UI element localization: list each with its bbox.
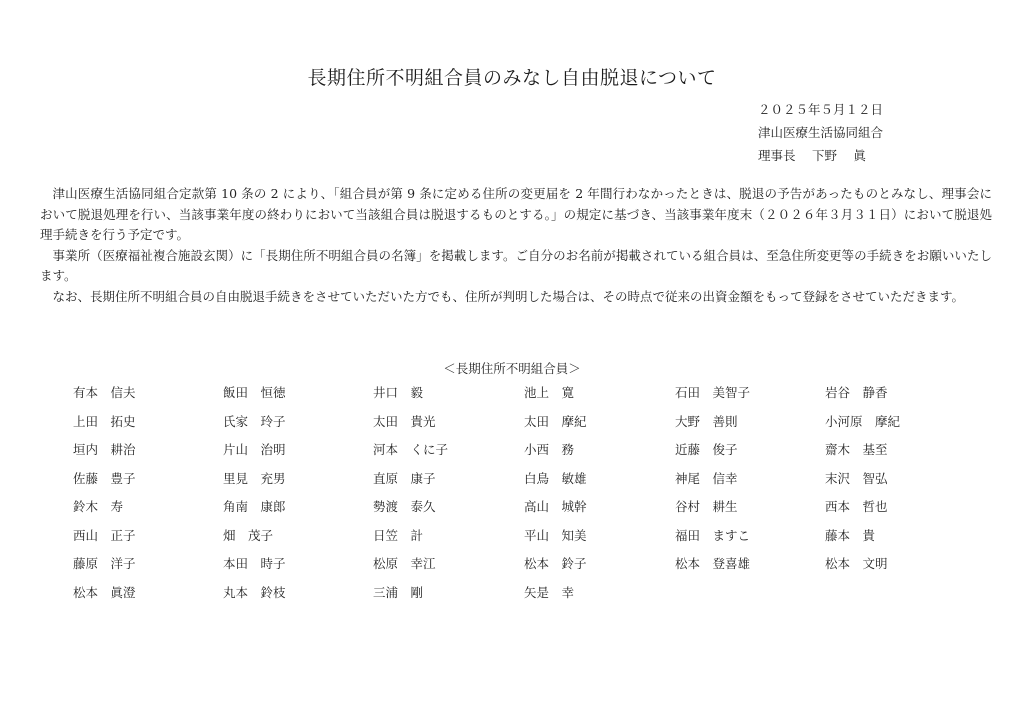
member-name: 小河原 摩紀: [825, 413, 901, 429]
member-name: 大野 善則: [675, 413, 738, 429]
member-name: 片山 治明: [223, 442, 286, 457]
member-name: 太田 摩紀: [524, 413, 587, 429]
member-name: 河本 くに子: [373, 442, 449, 457]
member-name: 勢渡 泰久: [373, 499, 436, 514]
member-name: 末沢 智弘: [825, 470, 888, 486]
member-name: 鈴木 寿: [73, 499, 124, 514]
issue-date: ２０２５年５月１２日: [758, 102, 884, 117]
member-name-list: [73, 384, 983, 614]
member-name: 垣内 耕治: [73, 442, 136, 457]
member-name: 里見 充男: [223, 470, 286, 486]
organization-name: 津山医療生活協同組合: [758, 125, 884, 140]
member-name: 白鳥 敏雄: [524, 470, 587, 486]
list-heading: ＜長期住所不明組合員＞: [443, 361, 581, 376]
member-name: 直原 康子: [373, 470, 436, 486]
member-name: 松本 登喜雄: [675, 556, 751, 571]
signatory: 理事長 下野 眞: [758, 148, 866, 163]
member-name: 松本 鈴子: [524, 556, 587, 571]
member-name: 高山 城幹: [524, 499, 587, 514]
paragraph-notice: 津山医療生活協同組合定款第 10 条の 2 により、「組合員が第 9 条に定める住所の変更届を 2 年間行わなかったときは、脱退の予告があったものとみなし、理事会において脱退処理を行い、当該事業年度の終わりにおいて当該組合員は脱退するものとする。」の規定に基づき、当該事業年度末（２０２６年３月３１日）において脱退処理手続きを行う予定です。: [40, 186, 992, 242]
member-name: 藤本 貴: [825, 527, 876, 543]
member-name: 池上 寛: [524, 385, 575, 400]
member-name: 日笠 計: [373, 527, 424, 543]
member-name: 有本 信夫: [73, 385, 136, 400]
member-name: 飯田 恒徳: [223, 385, 286, 400]
member-name: 松本 文明: [825, 556, 888, 571]
member-name: 近藤 俊子: [675, 442, 738, 457]
member-name: 藤原 洋子: [73, 556, 136, 571]
member-name: 小西 務: [524, 442, 575, 457]
member-name: 丸本 鈴枝: [223, 584, 286, 600]
member-name: 神尾 信幸: [675, 470, 738, 486]
document-body: [40, 184, 992, 307]
issuer-block: [758, 98, 883, 167]
member-name: 平山 知美: [524, 527, 587, 543]
document-title: 長期住所不明組合員のみなし自由脱退について: [307, 67, 717, 89]
member-name: 氏家 玲子: [223, 413, 286, 429]
member-name: 矢是 幸: [524, 584, 575, 600]
paragraph-list-posting: 事業所（医療福祉複合施設玄関）に「長期住所不明組合員の名簿」を掲載します。ご自分のお名前が掲載されている組合員は、至急住所変更等の手続きをお願いいたします。: [40, 247, 992, 283]
member-name: 三浦 剛: [373, 584, 424, 600]
member-name: 松本 眞澄: [73, 584, 136, 600]
member-name: 太田 貴光: [373, 413, 436, 429]
member-name: 上田 拓史: [73, 413, 136, 429]
member-name: 畑 茂子: [223, 527, 274, 543]
member-name: 松原 幸江: [373, 556, 436, 571]
member-name: 佐藤 豊子: [73, 470, 136, 486]
member-name: 谷村 耕生: [675, 499, 738, 514]
member-name: 角南 康郎: [223, 499, 286, 514]
member-name: 岩谷 静香: [825, 385, 888, 400]
member-name: 福田 ますこ: [675, 527, 751, 543]
member-name: 西本 哲也: [825, 499, 888, 514]
paragraph-reinstatement: なお、長期住所不明組合員の自由脱退手続きをさせていただいた方でも、住所が判明した場合は、その時点で従来の出資金額をもって登録をさせていただきます。: [52, 288, 965, 304]
member-name: 本田 時子: [223, 556, 286, 571]
member-name: 齋木 基至: [825, 442, 888, 457]
member-name: 西山 正子: [73, 527, 136, 543]
member-name: 石田 美智子: [675, 385, 751, 400]
member-name: 井口 毅: [373, 385, 424, 400]
